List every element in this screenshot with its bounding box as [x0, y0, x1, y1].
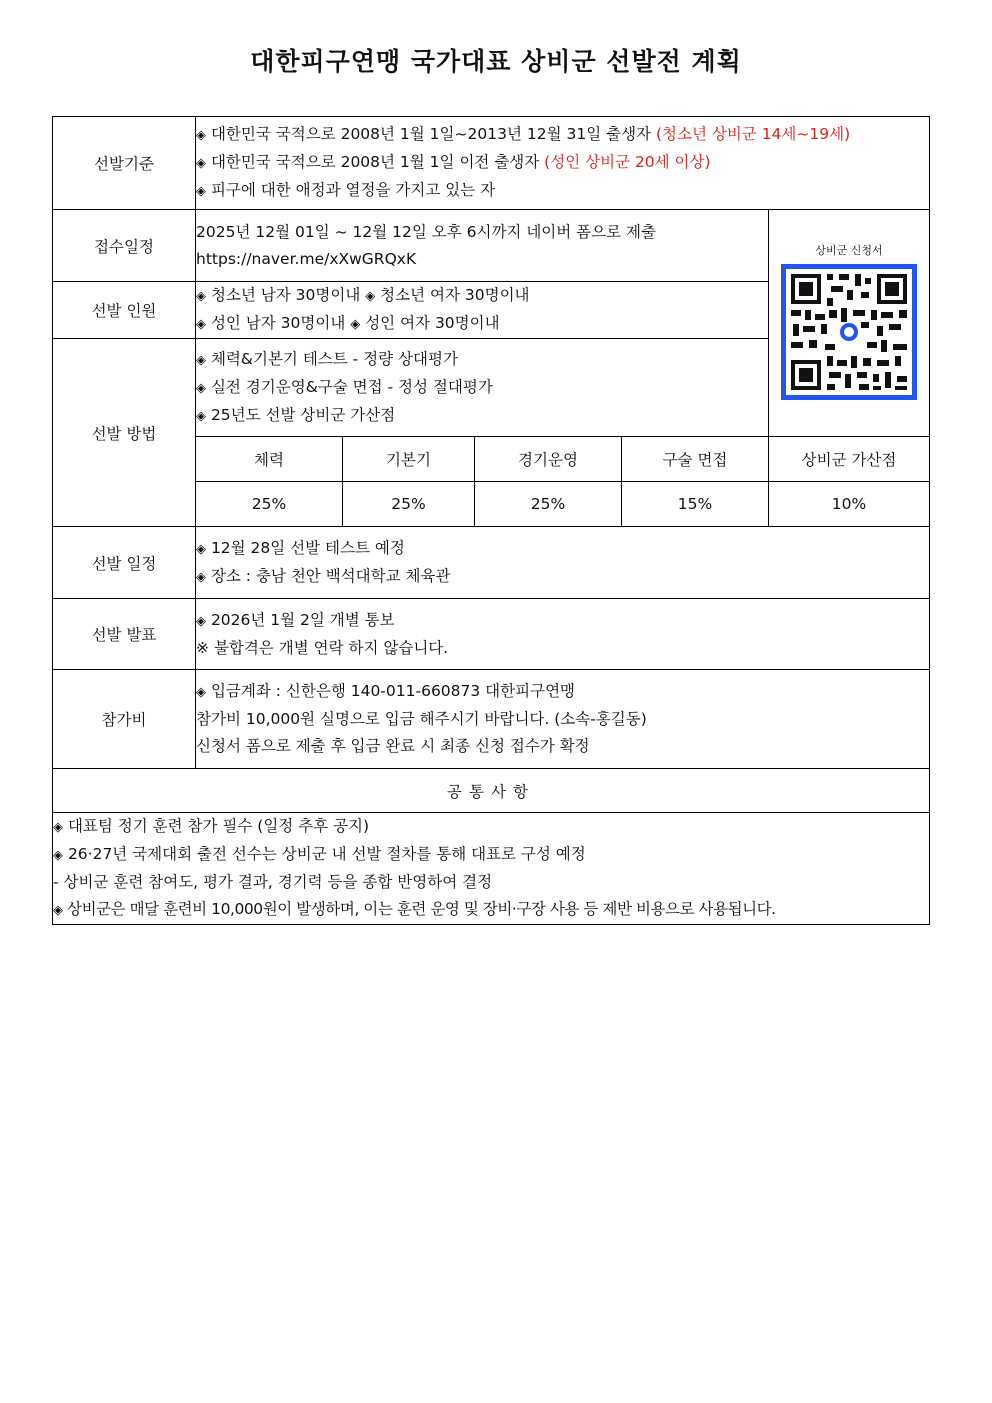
headcount-adult-male: 성인 남자 30명이내	[210, 314, 351, 332]
common-text-2: 26·27년 국제대회 출전 선수는 상비군 내 선발 절차를 통해 대표로 구성 예정	[67, 845, 586, 863]
announcement-text-2: 불합격은 개별 연락 하지 않습니다.	[213, 638, 449, 657]
diamond-bullet-icon: ◈	[53, 848, 63, 863]
diamond-bullet-icon: ◈	[196, 380, 206, 396]
method-content	[196, 339, 769, 437]
common-body-row	[53, 813, 930, 925]
fee-line-1	[196, 678, 929, 706]
diamond-bullet-icon: ◈	[196, 685, 206, 700]
criteria-row	[53, 117, 930, 210]
fee-row	[53, 670, 930, 769]
weight-header-bonus: 상비군 가산점	[769, 437, 930, 482]
application-row	[53, 210, 930, 282]
qr-caption: 상비군 신청서	[815, 244, 883, 257]
application-label: 접수일정	[53, 210, 196, 282]
fee-content	[196, 670, 930, 769]
announcement-line-2	[196, 635, 929, 662]
method-label: 선발 방법	[53, 339, 196, 527]
dash-bullet-icon: -	[53, 873, 59, 891]
criteria-text-1: 대한민국 국적으로 2008년 1월 1일~2013년 12월 31일 출생자	[210, 125, 656, 143]
criteria-text-3: 피구에 대한 애정과 열정을 가지고 있는 자	[210, 181, 496, 199]
diamond-bullet-icon: ◈	[196, 128, 206, 143]
schedule-line-1	[196, 535, 929, 563]
method-text-1: 체력&기본기 테스트 - 정량 상대평가	[210, 349, 458, 368]
qr-code-icon[interactable]	[781, 264, 917, 400]
headcount-youth-female: 청소년 여자 30명이내	[380, 286, 530, 304]
application-content	[196, 210, 769, 282]
announcement-text-1: 2026년 1월 2일 개별 통보	[210, 610, 395, 629]
page-title: 대한피구연맹 국가대표 상비군 선발전 계획	[250, 47, 742, 76]
method-line-3	[196, 402, 768, 430]
headcount-adult-female: 성인 여자 30명이내	[365, 314, 500, 332]
diamond-bullet-icon: ◈	[196, 569, 206, 585]
weight-value-game: 25%	[475, 482, 622, 527]
method-text-2: 실전 경기운영&구술 면접 - 정성 절대평가	[210, 377, 493, 396]
diamond-bullet-icon: ◈	[196, 156, 206, 171]
common-line-3	[53, 869, 929, 896]
schedule-content	[196, 527, 930, 599]
diamond-bullet-icon: ◈	[196, 408, 206, 424]
headcount-label: 선발 인원	[53, 282, 196, 339]
announcement-label: 선발 발표	[53, 599, 196, 670]
diamond-bullet-icon: ◈	[196, 289, 206, 304]
qr-cell	[769, 210, 930, 437]
diamond-bullet-icon: ◈	[196, 613, 206, 629]
weight-value-basics: 25%	[343, 482, 475, 527]
schedule-row	[53, 527, 930, 599]
diamond-bullet-icon: ◈	[196, 541, 206, 557]
common-line-2	[53, 841, 929, 869]
fee-line-2: 참가비 10,000원 실명으로 입금 해주시기 바랍니다. (소속-홍길동)	[196, 710, 647, 728]
common-heading-row	[53, 769, 930, 813]
diamond-bullet-icon: ◈	[196, 184, 206, 199]
reference-mark-icon: ※	[196, 638, 209, 657]
method-line-2	[196, 374, 768, 402]
weight-header-game: 경기운영	[475, 437, 622, 482]
schedule-text-2: 장소 : 충남 천안 백석대학교 체육관	[210, 566, 451, 585]
weight-header-physical: 체력	[196, 437, 343, 482]
fee-line-3: 신청서 폼으로 제출 후 입금 완료 시 최종 신청 접수가 확정	[196, 737, 590, 755]
schedule-line-2	[196, 563, 929, 591]
common-heading: 공통사항	[53, 769, 930, 813]
method-line-1	[196, 346, 768, 374]
fee-account: 입금계좌 : 신한은행 140-011-660873 대한피구연맹	[210, 682, 576, 700]
common-text-3: 상비군 훈련 참여도, 평가 결과, 경기력 등을 종합 반영하여 결정	[63, 873, 493, 891]
common-text-1: 대표팀 정기 훈련 참가 필수 (일정 추후 공지)	[67, 817, 370, 835]
common-text-4: 상비군은 매달 훈련비 10,000원이 발생하며, 이는 훈련 운영 및 장비·구장 사용 등 제반 비용으로 사용됩니다.	[67, 900, 776, 918]
diamond-bullet-icon: ◈	[365, 289, 376, 304]
selection-plan-table	[52, 116, 930, 925]
announcement-row	[53, 599, 930, 670]
diamond-bullet-icon: ◈	[196, 317, 206, 332]
announcement-content	[196, 599, 930, 670]
headcount-line-1	[196, 282, 768, 310]
application-link[interactable]: https://naver.me/xXwGRQxK	[196, 249, 417, 268]
diamond-bullet-icon: ◈	[53, 903, 63, 918]
common-content	[53, 813, 930, 925]
diamond-bullet-icon: ◈	[350, 317, 361, 332]
criteria-highlight-2: (성인 상비군 20세 이상)	[544, 153, 711, 171]
application-period: 2025년 12월 01일 ~ 12월 12일 오후 6시까지 네이버 폼으로 제출	[196, 222, 656, 241]
method-text-3: 25년도 선발 상비군 가산점	[210, 405, 396, 424]
headcount-youth-male: 청소년 남자 30명이내	[210, 286, 366, 304]
criteria-highlight-1: (청소년 상비군 14세~19세)	[655, 125, 851, 143]
headcount-line-2	[196, 310, 768, 338]
diamond-bullet-icon: ◈	[196, 352, 206, 368]
announcement-line-1	[196, 607, 929, 635]
criteria-label: 선발기준	[53, 117, 196, 210]
diamond-bullet-icon: ◈	[53, 820, 63, 835]
weight-value-interview: 15%	[622, 482, 769, 527]
weight-header-basics: 기본기	[343, 437, 475, 482]
schedule-label: 선발 일정	[53, 527, 196, 599]
schedule-text-1: 12월 28일 선발 테스트 예정	[210, 538, 405, 557]
criteria-text-2: 대한민국 국적으로 2008년 1월 1일 이전 출생자	[210, 153, 545, 171]
criteria-line-1	[196, 121, 929, 149]
weight-value-bonus: 10%	[769, 482, 930, 527]
fee-label: 참가비	[53, 670, 196, 769]
criteria-line-2	[196, 149, 929, 177]
common-line-1	[53, 813, 929, 841]
weight-header-interview: 구술 면접	[622, 437, 769, 482]
headcount-content	[196, 282, 769, 339]
criteria-line-3	[196, 177, 929, 205]
common-line-4	[53, 896, 929, 924]
weight-value-physical: 25%	[196, 482, 343, 527]
criteria-content	[196, 117, 930, 210]
